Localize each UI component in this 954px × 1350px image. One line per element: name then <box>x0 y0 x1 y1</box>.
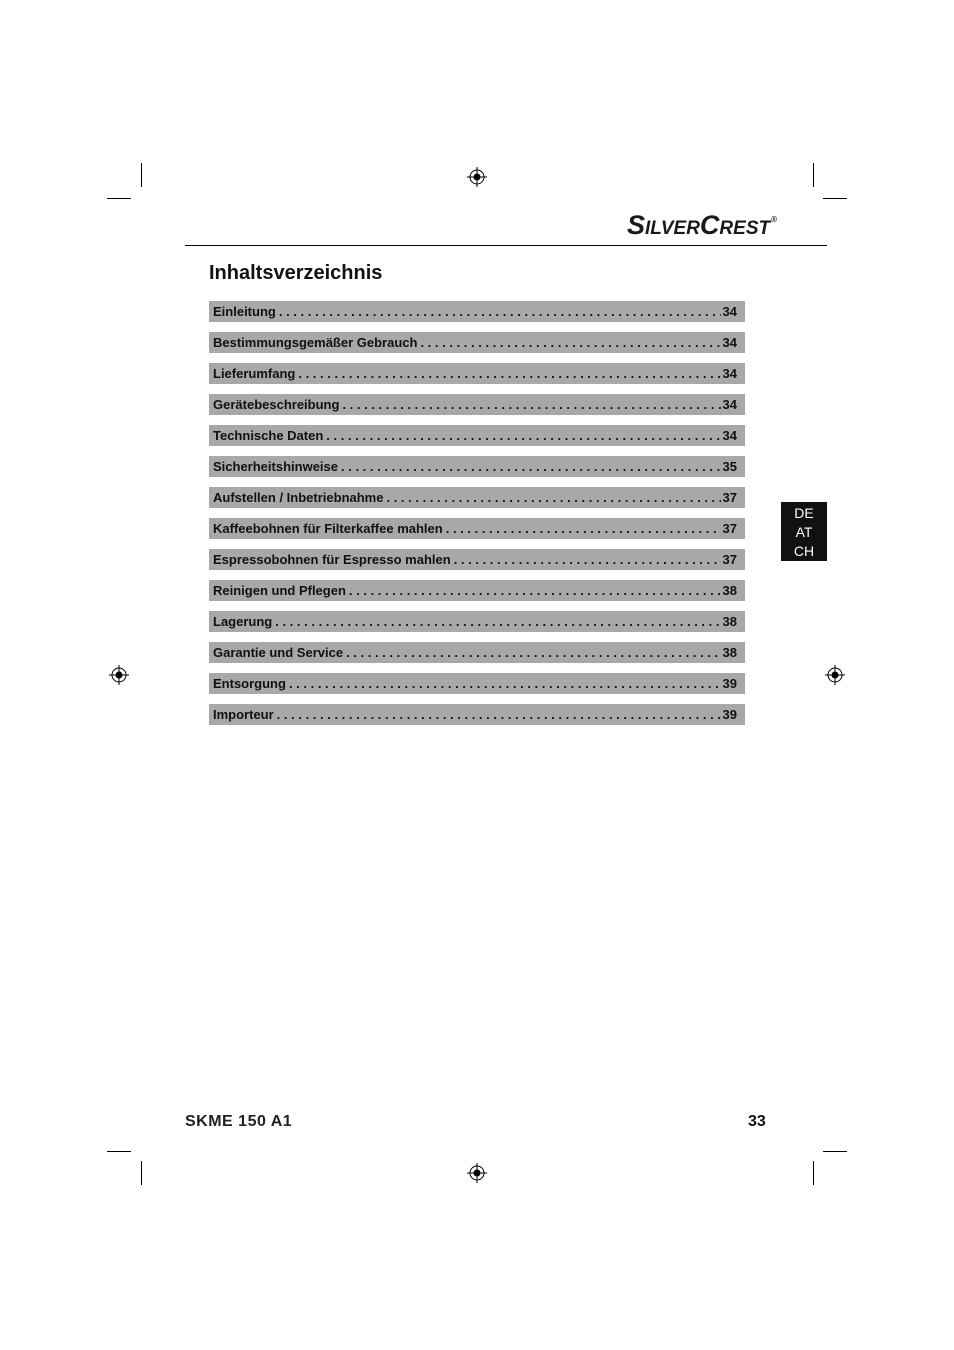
toc-entry-label: Espressobohnen für Espresso mahlen <box>213 552 451 567</box>
crop-mark <box>141 1161 142 1185</box>
toc-entry-page: 37 <box>722 521 737 536</box>
toc-entry-label: Aufstellen / Inbetriebnahme <box>213 490 384 505</box>
toc-entry-label: Entsorgung <box>213 676 286 691</box>
toc-entry[interactable] <box>209 673 745 694</box>
toc-entry-page: 37 <box>722 490 737 505</box>
toc-entry[interactable] <box>209 518 745 539</box>
toc-entry[interactable] <box>209 704 745 725</box>
crop-mark <box>823 1151 847 1152</box>
language-code: DE <box>794 505 814 521</box>
language-code: CH <box>793 543 815 559</box>
crop-mark <box>141 163 142 187</box>
toc-leader-dots <box>454 552 721 567</box>
footer-model: SKME 150 A1 <box>185 1113 293 1130</box>
toc-leader-dots <box>341 459 721 474</box>
toc-entry-page: 39 <box>722 707 737 722</box>
toc-entry-page: 34 <box>722 335 737 350</box>
toc-leader-dots <box>349 583 721 598</box>
toc-entry-page: 38 <box>722 614 737 629</box>
toc-entry-page: 38 <box>722 583 737 598</box>
toc-leader-dots <box>420 335 720 350</box>
crop-mark <box>107 198 131 199</box>
toc-entry[interactable] <box>209 611 745 632</box>
toc-leader-dots <box>446 521 721 536</box>
toc-entry-page: 34 <box>722 304 737 319</box>
toc-entry-page: 35 <box>722 459 737 474</box>
toc-entry-label: Technische Daten <box>213 428 324 443</box>
toc-entry-page: 37 <box>722 552 737 567</box>
toc-entry-label: Reinigen und Pflegen <box>213 583 346 598</box>
language-tab <box>781 502 827 561</box>
toc-entry-label: Gerätebeschreibung <box>213 397 340 412</box>
toc-entry[interactable] <box>209 363 745 384</box>
toc-leader-dots <box>326 428 720 443</box>
crop-mark <box>107 1151 131 1152</box>
toc-entry-label: Lagerung <box>213 614 273 629</box>
page-title: Inhaltsverzeichnis <box>209 262 383 284</box>
toc-leader-dots <box>275 614 720 629</box>
toc-leader-dots <box>346 645 720 660</box>
toc-entry[interactable] <box>209 580 745 601</box>
toc-entry[interactable] <box>209 456 745 477</box>
toc-entry-page: 39 <box>722 676 737 691</box>
toc-entry-page: 34 <box>722 428 737 443</box>
registration-mark-icon <box>467 1163 487 1183</box>
crop-mark <box>813 163 814 187</box>
toc-entry-label: Bestimmungsgemäßer Gebrauch <box>213 335 418 350</box>
toc-entry-page: 38 <box>722 645 737 660</box>
toc-entry[interactable] <box>209 487 745 508</box>
toc-leader-dots <box>386 490 720 505</box>
toc-leader-dots <box>279 304 721 319</box>
toc-entry-label: Importeur <box>213 707 274 722</box>
toc-entry-label: Kaffeebohnen für Filterkaffee mahlen <box>213 521 443 536</box>
toc-entry-label: Sicherheitshinweise <box>213 459 338 474</box>
language-code: AT <box>795 524 813 540</box>
brand-logo: SILVERCREST® <box>627 210 778 240</box>
toc-leader-dots <box>342 397 720 412</box>
crop-mark <box>823 198 847 199</box>
toc-leader-dots <box>277 707 721 722</box>
page-number: 33 <box>748 1113 766 1130</box>
toc-entry-page: 34 <box>722 366 737 381</box>
registration-mark-icon <box>825 665 845 685</box>
toc-entry-label: Einleitung <box>213 304 276 319</box>
table-of-contents <box>209 301 745 735</box>
header-rule <box>185 245 827 246</box>
toc-entry[interactable] <box>209 642 745 663</box>
toc-entry[interactable] <box>209 425 745 446</box>
toc-entry[interactable] <box>209 549 745 570</box>
toc-leader-dots <box>298 366 720 381</box>
toc-entry-page: 34 <box>722 397 737 412</box>
toc-entry[interactable] <box>209 332 745 353</box>
registration-mark-icon <box>109 665 129 685</box>
toc-leader-dots <box>289 676 721 691</box>
registration-mark-icon <box>467 167 487 187</box>
crop-mark <box>813 1161 814 1185</box>
toc-entry[interactable] <box>209 394 745 415</box>
toc-entry-label: Lieferumfang <box>213 366 296 381</box>
toc-entry-label: Garantie und Service <box>213 645 344 660</box>
toc-entry[interactable] <box>209 301 745 322</box>
